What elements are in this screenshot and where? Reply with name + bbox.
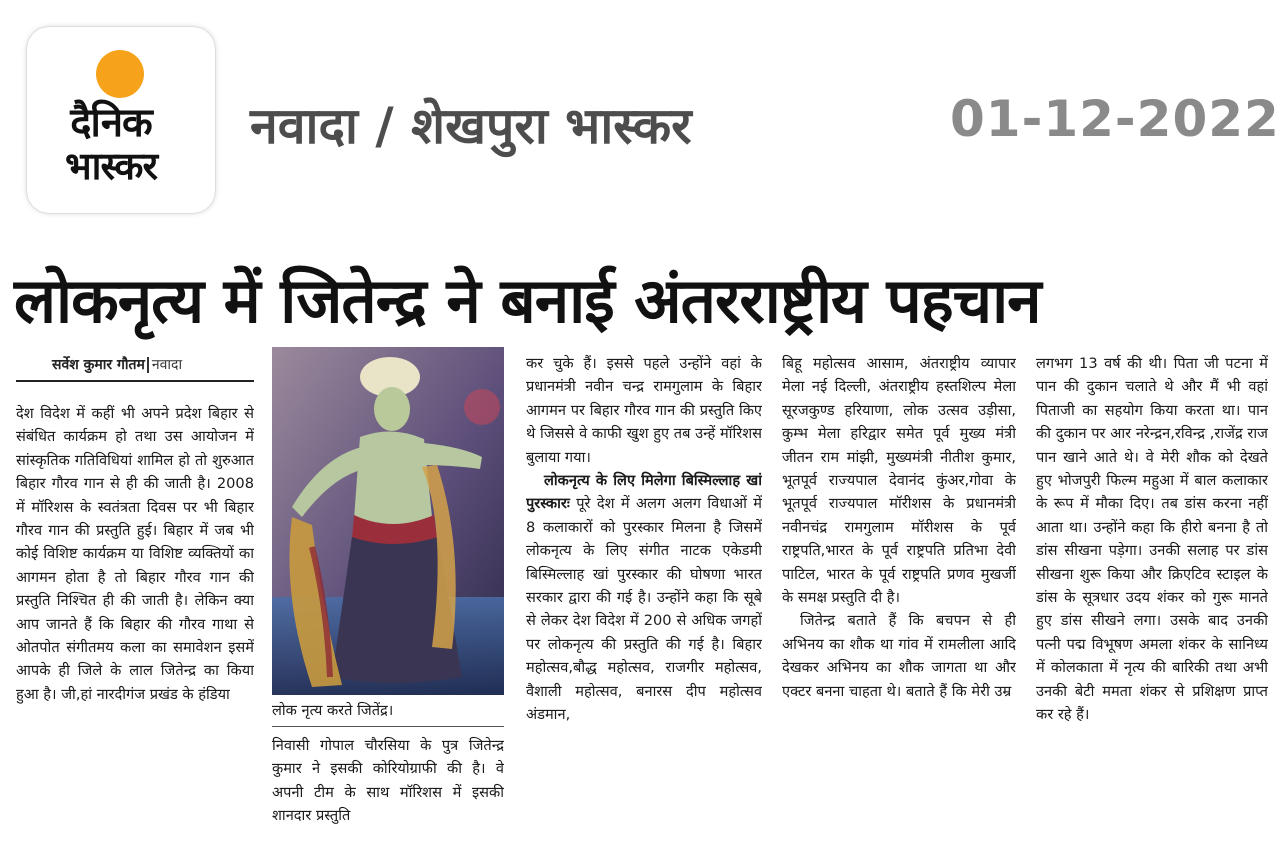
edition-title: नवादा / शेखपुरा भास्कर [250, 97, 692, 155]
article-column-1 [16, 402, 254, 832]
caption-divider [272, 726, 504, 727]
article-headline: लोकनृत्य में जितेन्द्र ने बनाई अंतरराष्ट्रीय पहचान [14, 264, 1041, 337]
article-column-2 [272, 734, 504, 832]
column-5-text: लगभग 13 वर्ष की थी। पिता जी पटना में पान की दुकान चलाते थे और मैं भी वहां पिताजी का सहयोग किया करता था। पान की दुकान पर आर नरेन्द्रन,रविन्द्र ,राजेंद्र राज पान खाने आते थे। वे मेरी शौक को देखते हुए भोजपुरी फिल्म महुआ में बाल कलाकार के रूप में मौका दिए। तब डांस करना नहीं आता था। उन्होंने कहा कि हीरो बनना है तो डांस सीखना पड़ेगा। उनकी सलाह पर डांस सीखना शुरू किया और क्रिएटिव स्टाइल के डांस के सूत्रधार उदय शंकर को गुरू मानते हुए डांस सीखने लगा। उसके बाद उनकी पत्नी पद्म विभूषण अमला शंकर के सानिध्य में कोलकाता में नृत्य की बारिकी तथा अभी उनकी बेटी ममता शंकर से प्रशिक्षण प्राप्त कर रहे हैं। [1036, 355, 1268, 724]
logo-text-line2: भास्कर [64, 144, 158, 188]
column-3-paragraph-2-text: पूरे देश में अलग अलग विधाओं में 8 कलाकारों को पुरस्कार मिलना है जिसमें लोकनृत्य के लिए संगीत नाटक एकेडमी बिस्मिल्लाह खां पुरस्कार की घोषणा भारत सरकार द्वारा की गई है। उन्होंने कहा कि सूबे से लेकर देश विदेश में 200 से अधिक जगहों पर लोकनृत्य की प्रस्तुति की गई है। बिहार महोत्सव,बौद्ध महोत्सव, राजगीर महोत्सव, वैशाली महोत्सव, बनारस दीप महोत्सव अंडमान, [526, 495, 762, 724]
sun-logo-icon [96, 50, 144, 98]
column-3-paragraph-2 [526, 469, 762, 726]
edition-date: 01-12-2022 [950, 90, 1280, 148]
dancer-photo-illustration [272, 347, 504, 695]
photo-caption: लोक नृत्य करते जितेंद्र। [272, 702, 394, 719]
byline-location: नवादा [147, 357, 182, 373]
subheading-bismillah-award: लोकनृत्य के लिए मिलेगा बिस्मिल्लाह खां पुरस्कारः [526, 472, 762, 513]
byline [52, 355, 182, 374]
logo-text-line1: दैनिक [70, 100, 152, 146]
byline-author: सर्वेश कुमार गौतम [52, 357, 145, 373]
dancer-photo [272, 347, 504, 695]
byline-divider [16, 380, 254, 382]
column-4-paragraph-1: बिहू महोत्सव आसाम, अंतराष्ट्रीय व्यापार मेला नई दिल्ली, अंतराष्ट्रीय हस्तशिल्प मेला सूरजकुण्ड हरियाणा, लोक उत्सव उड़ीसा, कुम्भ मेला हरिद्वार समेत पूर्व मुख्य मंत्री जीतन राम मांझी, मुख्यमंत्री नीतीश कुमार, भूतपूर्व राज्यपाल देवानंद कुंअर,गोवा के भूतपूर्व राज्यपाल मॉरीशस के प्रधानमंत्री नवीनचंद्र रामगुलाम मॉरीशस के पूर्व राष्ट्रपति,भारत के पूर्व राष्ट्रपति प्रतिभा देवी पाटिल, भारत के पूर्व राष्ट्रपति प्रणव मुखर्जी के समक्ष प्रस्तुति दी है। [782, 355, 1016, 607]
article-column-5 [1036, 352, 1268, 832]
dainik-bhaskar-logo [27, 27, 215, 213]
column-2-text: निवासी गोपाल चौरसिया के पुत्र जितेन्द्र कुमार ने इसकी कोरियोग्राफी की है। वे अपनी टीम के साथ मॉरिशस में इसकी शानदार प्रस्तुति [272, 737, 504, 825]
column-1-text: देश विदेश में कहीं भी अपने प्रदेश बिहार से संबंधित कार्यक्रम हो तथा उस आयोजन में सांस्कृतिक गतिविधियां शामिल हो तो शुरुआत बिहार गौरव गान से ही की जाती है। 2008 में मॉरिशस के स्वतंत्रता दिवस पर भी बिहार गौरव गान की प्रस्तुति हुई। बिहार में जब भी कोई विशिष्ट कार्यक्रम या विशिष्ट व्यक्तियों का आगमन होता है तो बिहार गौरव गान की प्रस्तुति निश्चित ही की जाती है। लेकिन क्या आप जानते हैं कि बिहार की गौरव गाथा से ओतपोत संगीतमय कला का समावेशन इसमें आपके ही जिले के लाल जितेन्द्र का किया हुआ है। जी,हां नारदीगंज प्रखंड के हंडिया [16, 405, 254, 703]
column-4-paragraph-2: जितेन्द्र बताते हैं कि बचपन से ही अभिनय का शौक था गांव में रामलीला आदि देखकर अभिनय का शौक जागता था और एक्टर बनना चाहता थे। बताते हैं कि मेरी उम्र [782, 612, 1016, 700]
article-column-4 [782, 352, 1016, 832]
article-column-3 [526, 352, 762, 832]
column-3-paragraph-1: कर चुके हैं। इससे पहले उन्होंने वहां के प्रधानमंत्री नवीन चन्द्र रामगुलाम के बिहार आगमन पर बिहार गौरव गान की प्रस्तुति किए थे जिससे वे काफी खुश हुए तब उन्हें मॉरिशस बुलाया गया। [526, 355, 762, 466]
